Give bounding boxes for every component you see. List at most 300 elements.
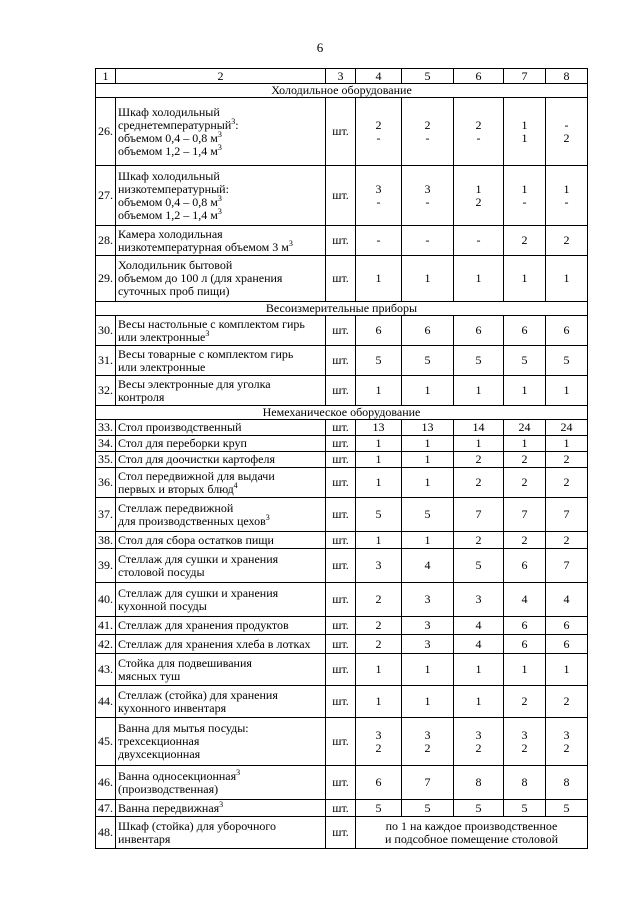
value: -: [564, 117, 569, 132]
item-name-line: (производственная): [118, 781, 219, 796]
item-name: [116, 654, 326, 686]
item-name: Стол для переборки круп: [116, 436, 326, 452]
value-cell: -: [454, 226, 504, 256]
value: 3: [424, 181, 431, 196]
item-name: Стол производственный: [116, 420, 326, 436]
item-name: [116, 817, 326, 849]
value-cell: 1: [402, 654, 454, 686]
footnote-mark: 4: [233, 480, 238, 490]
item-name: [116, 766, 326, 800]
unit-cell: шт.: [326, 452, 356, 468]
table-row: [96, 766, 588, 800]
value-cell: [402, 98, 454, 166]
value-cell: [454, 718, 504, 766]
value-cell: 6: [504, 617, 546, 635]
value: -: [522, 194, 527, 209]
header-cell: 1: [96, 69, 116, 84]
value-cell: 1: [504, 256, 546, 302]
row-number: 31.: [96, 346, 116, 376]
item-name-line: объемом 0,4 – 0,8 м: [118, 130, 218, 145]
value: 3: [563, 727, 570, 742]
value-cell: [356, 718, 402, 766]
unit-cell: шт.: [326, 226, 356, 256]
value-cell: 2: [504, 532, 546, 549]
item-name-line: или электронные: [118, 329, 206, 344]
item-name-line: среднетемпературный: [118, 117, 232, 132]
value-cell: 3: [454, 583, 504, 617]
unit-cell: шт.: [326, 436, 356, 452]
value-cell: 7: [402, 766, 454, 800]
value-cell: 3: [402, 583, 454, 617]
value: 1: [521, 117, 528, 132]
item-name-line: трехсекционная: [118, 734, 200, 748]
value-cell: 6: [546, 316, 588, 346]
value-cell: 1: [454, 376, 504, 406]
value-cell: 5: [356, 346, 402, 376]
value-cell: [546, 98, 588, 166]
unit-cell: шт.: [326, 256, 356, 302]
item-name-line: инвентаря: [118, 831, 171, 846]
row-number: 30.: [96, 316, 116, 346]
value: 3: [375, 181, 382, 196]
value-cell: 5: [454, 800, 504, 817]
value-cell: 2: [454, 532, 504, 549]
unit-cell: шт.: [326, 420, 356, 436]
value-cell: 1: [402, 376, 454, 406]
unit-cell: шт.: [326, 583, 356, 617]
item-name-line: объемом 1,2 – 1,4 м: [118, 207, 218, 222]
value-cell: 4: [546, 583, 588, 617]
equipment-table: [95, 68, 588, 849]
value-cell: 2: [356, 635, 402, 654]
table-row: [96, 532, 588, 549]
item-name-line: Стеллаж (стойка) для хранения: [118, 687, 278, 702]
value-cell: 2: [546, 452, 588, 468]
item-name-line: Камера холодильная: [118, 226, 223, 241]
item-name: [116, 718, 326, 766]
value-cell: 1: [504, 376, 546, 406]
unit-cell: шт.: [326, 346, 356, 376]
table-row: [96, 376, 588, 406]
header-cell: 3: [326, 69, 356, 84]
table-row: [96, 98, 588, 166]
value-cell: [356, 166, 402, 226]
table-row: [96, 436, 588, 452]
item-name: [116, 686, 326, 718]
item-name: [116, 98, 326, 166]
value-cell: 1: [356, 654, 402, 686]
item-name-line: объемом до 100 л (для хранения: [118, 271, 283, 285]
table-row: [96, 346, 588, 376]
value-cell: 7: [546, 498, 588, 532]
value-cell: 5: [454, 549, 504, 583]
value-cell: [402, 718, 454, 766]
section-title: Весоизмерительные приборы: [96, 302, 588, 316]
item-name-line: низкотемпературная объемом 3 м: [118, 239, 289, 254]
value-cell: [504, 718, 546, 766]
row-number: 45.: [96, 718, 116, 766]
value: 3: [375, 727, 382, 742]
value-cell: 24: [504, 420, 546, 436]
value-cell: 6: [504, 635, 546, 654]
value-cell: 5: [402, 800, 454, 817]
value: -: [376, 194, 381, 209]
unit-cell: шт.: [326, 166, 356, 226]
item-name-line: столовой посуды: [118, 564, 205, 579]
unit-cell: шт.: [326, 800, 356, 817]
value-cell: 1: [546, 436, 588, 452]
table-row: [96, 800, 588, 817]
row-number: 38.: [96, 532, 116, 549]
row-number: 44.: [96, 686, 116, 718]
value-cell: 2: [546, 226, 588, 256]
header-cell: 4: [356, 69, 402, 84]
value-cell: 2: [546, 532, 588, 549]
value-cell: 1: [454, 436, 504, 452]
value-cell: 1: [454, 686, 504, 718]
row-number: 47.: [96, 800, 116, 817]
value-cell: -: [402, 226, 454, 256]
value-cell: 2: [454, 468, 504, 498]
item-name-line: Шкаф холодильный: [118, 104, 220, 119]
value-cell: 6: [454, 316, 504, 346]
value: 1: [521, 130, 528, 145]
merged-value-line: и подсобное помещение столовой: [384, 831, 559, 846]
value: 2: [475, 117, 482, 132]
value: 2: [424, 740, 431, 755]
item-name: [116, 376, 326, 406]
unit-cell: шт.: [326, 498, 356, 532]
unit-cell: шт.: [326, 468, 356, 498]
item-name-line: Ванна передвижная: [118, 800, 220, 815]
item-name-line: Шкаф холодильный: [118, 168, 220, 183]
row-number: 34.: [96, 436, 116, 452]
value-cell: 13: [356, 420, 402, 436]
header-cell: 5: [402, 69, 454, 84]
item-name-line: Стойка для подвешивания: [118, 655, 252, 670]
unit-cell: шт.: [326, 817, 356, 849]
row-number: 33.: [96, 420, 116, 436]
item-name-line: Ванна односекционная: [118, 768, 237, 783]
unit-cell: шт.: [326, 686, 356, 718]
item-name-line: Шкаф (стойка) для уборочного: [118, 818, 276, 833]
value: 2: [563, 740, 570, 755]
value-cell: 5: [356, 498, 402, 532]
section-row: [96, 302, 588, 316]
footnote-mark: 3: [231, 116, 236, 126]
value: 3: [424, 727, 431, 742]
unit-cell: шт.: [326, 376, 356, 406]
item-name: Стеллаж для хранения хлеба в лотках: [116, 635, 326, 654]
value-cell: [454, 166, 504, 226]
value: 2: [475, 740, 482, 755]
value-cell: [504, 98, 546, 166]
item-name: [116, 226, 326, 256]
value-cell: 2: [504, 468, 546, 498]
unit-cell: шт.: [326, 532, 356, 549]
table-header-row: [96, 69, 588, 84]
value-cell: 1: [356, 686, 402, 718]
item-name-line: Стеллаж для сушки и хранения: [118, 585, 279, 600]
item-name-line: кухонного инвентаря: [118, 700, 227, 715]
value-cell: [402, 166, 454, 226]
item-name: [116, 316, 326, 346]
unit-cell: шт.: [326, 654, 356, 686]
value-cell: 6: [546, 617, 588, 635]
value-cell: 1: [402, 436, 454, 452]
value: 1: [521, 181, 528, 196]
value: 3: [475, 727, 482, 742]
value: 1: [563, 181, 570, 196]
value: -: [476, 130, 481, 145]
value-cell: [504, 166, 546, 226]
row-number: 42.: [96, 635, 116, 654]
table-row: [96, 498, 588, 532]
value-cell: 5: [546, 346, 588, 376]
footnote-mark: 3: [217, 129, 222, 139]
value-cell: 7: [504, 498, 546, 532]
value-cell: 1: [356, 436, 402, 452]
row-number: 41.: [96, 617, 116, 635]
row-number: 36.: [96, 468, 116, 498]
table-row: [96, 256, 588, 302]
header-cell: 7: [504, 69, 546, 84]
item-name-line: :: [235, 117, 239, 132]
unit-cell: шт.: [326, 549, 356, 583]
item-name-line: Холодильник бытовой: [118, 258, 233, 272]
value-cell: 7: [454, 498, 504, 532]
value-cell: 1: [356, 468, 402, 498]
item-name-line: Весы настольные с комплектом гирь: [118, 316, 305, 331]
item-name-line: двухсекционная: [118, 747, 201, 761]
value-cell: 2: [356, 583, 402, 617]
item-name-line: объемом 1,2 – 1,4 м: [118, 143, 218, 158]
table-row: [96, 617, 588, 635]
value-cell: [454, 98, 504, 166]
value-cell: 5: [454, 346, 504, 376]
item-name-line: Ванна для мытья посуды:: [118, 721, 249, 735]
header-cell: 2: [116, 69, 326, 84]
row-number: 40.: [96, 583, 116, 617]
value: -: [425, 194, 430, 209]
value-cell: 1: [546, 376, 588, 406]
item-name-line: Стеллаж передвижной: [118, 500, 234, 515]
item-name: [116, 166, 326, 226]
value-cell: 2: [454, 452, 504, 468]
item-name: [116, 800, 326, 817]
item-name-line: мясных туш: [118, 668, 181, 683]
value-cell: [356, 98, 402, 166]
row-number: 32.: [96, 376, 116, 406]
unit-cell: шт.: [326, 766, 356, 800]
item-name: [116, 583, 326, 617]
value-cell: 3: [402, 635, 454, 654]
value-cell: 6: [504, 549, 546, 583]
header-cell: 6: [454, 69, 504, 84]
value-cell: 1: [402, 256, 454, 302]
value-cell: 7: [546, 549, 588, 583]
row-number: 27.: [96, 166, 116, 226]
footnote-mark: 3: [217, 206, 222, 216]
unit-cell: шт.: [326, 718, 356, 766]
value-cell: 2: [504, 686, 546, 718]
value: 2: [424, 117, 431, 132]
footnote-mark: 3: [205, 328, 210, 338]
header-cell: 8: [546, 69, 588, 84]
value-cell: 5: [504, 800, 546, 817]
value-cell: 5: [402, 346, 454, 376]
value-cell: 4: [454, 617, 504, 635]
value-cell: 1: [402, 468, 454, 498]
value-cell: 4: [504, 583, 546, 617]
page-number: 6: [316, 40, 324, 55]
footnote-mark: 3: [236, 767, 241, 777]
row-number: 39.: [96, 549, 116, 583]
item-name-line: Весы электронные для уголка: [118, 376, 271, 391]
value-cell: 2: [356, 617, 402, 635]
unit-cell: шт.: [326, 635, 356, 654]
value: 2: [375, 740, 382, 755]
value-cell: 1: [356, 532, 402, 549]
section-title: Холодильное оборудование: [96, 84, 588, 98]
value-cell: 6: [356, 766, 402, 800]
value-cell: 6: [402, 316, 454, 346]
value-cell: 1: [356, 256, 402, 302]
unit-cell: шт.: [326, 98, 356, 166]
item-name-line: суточных проб пищи): [118, 284, 230, 298]
value-cell: 2: [546, 686, 588, 718]
value-cell: 1: [546, 256, 588, 302]
section-title: Немеханическое оборудование: [96, 406, 588, 420]
value-cell: 5: [402, 498, 454, 532]
item-name: Стол для сбора остатков пищи: [116, 532, 326, 549]
value: -: [376, 130, 381, 145]
item-name-line: Стеллаж для сушки и хранения: [118, 551, 279, 566]
table-row: [96, 583, 588, 617]
row-number: 29.: [96, 256, 116, 302]
item-name-line: Весы товарные с комплектом гирь: [118, 346, 294, 361]
value: -: [425, 130, 430, 145]
table-row: [96, 420, 588, 436]
value-cell: 8: [504, 766, 546, 800]
table-row: [96, 686, 588, 718]
row-number: 48.: [96, 817, 116, 849]
value-cell: 1: [454, 256, 504, 302]
value-cell: 2: [504, 226, 546, 256]
item-name: [116, 498, 326, 532]
value-cell: 1: [356, 452, 402, 468]
row-number: 26.: [96, 98, 116, 166]
footnote-mark: 3: [217, 193, 222, 203]
item-name-line: низкотемпературный:: [118, 181, 229, 196]
unit-cell: шт.: [326, 617, 356, 635]
value-cell: 4: [454, 635, 504, 654]
row-number: 46.: [96, 766, 116, 800]
item-name: [116, 256, 326, 302]
merged-value-line: по 1 на каждое производственное: [385, 818, 558, 833]
section-row: [96, 406, 588, 420]
item-name: [116, 549, 326, 583]
value-cell: 1: [402, 686, 454, 718]
item-name: Стол для доочистки картофеля: [116, 452, 326, 468]
table-row: [96, 549, 588, 583]
value: 2: [521, 740, 528, 755]
value: 2: [475, 194, 482, 209]
value: 3: [521, 727, 528, 742]
row-number: 43.: [96, 654, 116, 686]
value-cell: 5: [504, 346, 546, 376]
value-cell: 1: [546, 654, 588, 686]
value-cell: 4: [402, 549, 454, 583]
table-row: [96, 452, 588, 468]
table-row: [96, 718, 588, 766]
merged-value-cell: [356, 817, 588, 849]
value-cell: 1: [402, 452, 454, 468]
footnote-mark: 3: [217, 142, 222, 152]
item-name-line: кухонной посуды: [118, 598, 207, 613]
value: 2: [375, 117, 382, 132]
value-cell: 1: [504, 436, 546, 452]
value-cell: 6: [504, 316, 546, 346]
table-row: [96, 635, 588, 654]
value-cell: 8: [454, 766, 504, 800]
section-row: [96, 84, 588, 98]
table-row: [96, 226, 588, 256]
value-cell: 14: [454, 420, 504, 436]
value-cell: 1: [454, 654, 504, 686]
value-cell: 13: [402, 420, 454, 436]
item-name-line: первых и вторых блюд: [118, 481, 234, 496]
table-row: [96, 468, 588, 498]
value-cell: 1: [402, 532, 454, 549]
item-name: Стеллаж для хранения продуктов: [116, 617, 326, 635]
row-number: 35.: [96, 452, 116, 468]
item-name-line: объемом 0,4 – 0,8 м: [118, 194, 218, 209]
value-cell: 3: [356, 549, 402, 583]
row-number: 37.: [96, 498, 116, 532]
value-cell: 5: [356, 800, 402, 817]
item-name-line: для производственных цехов: [118, 513, 266, 528]
table-row: [96, 817, 588, 849]
value-cell: 6: [356, 316, 402, 346]
item-name: [116, 346, 326, 376]
value: 1: [475, 181, 482, 196]
row-number: 28.: [96, 226, 116, 256]
value: -: [564, 194, 569, 209]
footnote-mark: 3: [219, 799, 224, 809]
value-cell: 8: [546, 766, 588, 800]
value-cell: 3: [402, 617, 454, 635]
value-cell: 2: [546, 468, 588, 498]
item-name-line: или электронные: [118, 359, 206, 374]
item-name: [116, 468, 326, 498]
value-cell: 24: [546, 420, 588, 436]
table-row: [96, 316, 588, 346]
value-cell: 5: [546, 800, 588, 817]
value-cell: 6: [546, 635, 588, 654]
item-name-line: контроля: [118, 389, 165, 404]
value-cell: 1: [356, 376, 402, 406]
value-cell: [546, 166, 588, 226]
footnote-mark: 3: [265, 512, 270, 522]
unit-cell: шт.: [326, 316, 356, 346]
item-name-line: Стол передвижной для выдачи: [118, 468, 275, 483]
value-cell: 1: [504, 654, 546, 686]
footnote-mark: 3: [288, 238, 293, 248]
table-row: [96, 654, 588, 686]
value-cell: -: [356, 226, 402, 256]
table-row: [96, 166, 588, 226]
